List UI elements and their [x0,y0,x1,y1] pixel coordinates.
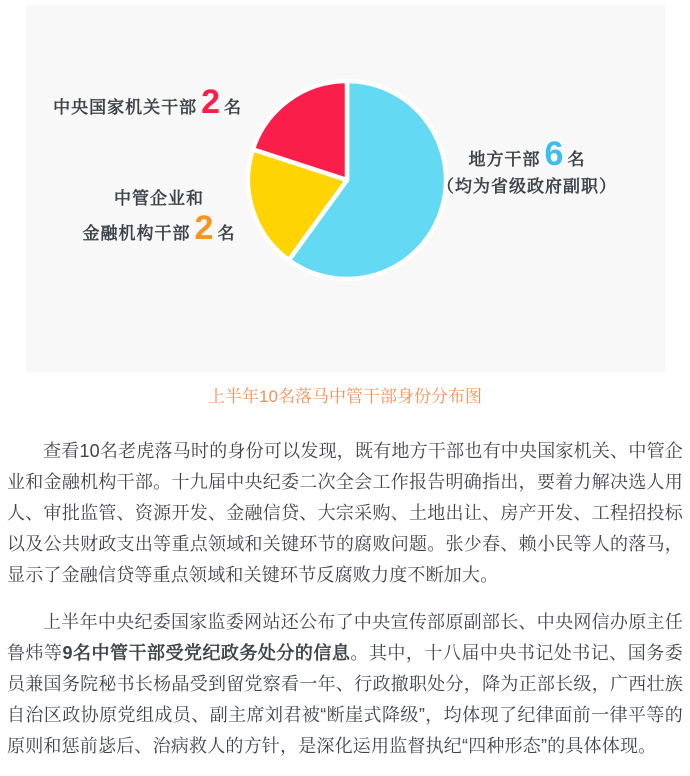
pie-label-enterprise-suffix: 名 [217,224,236,243]
paragraph-1: 查看10名老虎落马时的身份可以发现，既有地方干部也有中央国家机关、中管企业和金融机构干部。十九届中央纪委二次全会工作报告明确指出，要着力解决选人用人、审批监管、资源开发、金融信贷、大宗采购、土地出让、房产开发、工程招投标以及公共财政支出等重点领域和关键环节的腐败问题。张少春、赖小民等人的落马，显示了金融信贷等重点领域和关键环节反腐败力度不断加大。 [7,441,683,585]
pie-chart [244,77,450,283]
pie-label-enterprise-line2 [59,209,259,247]
pie-label-central-count: 2 [201,83,220,121]
pie-label-local-line1 [421,135,633,173]
pie-label-local-text: 地方干部 [468,150,541,169]
pie-label-enterprise-count: 2 [194,209,214,247]
pie-label-central-state-organs [36,83,242,121]
pie-label-enterprise-line1: 中管企业和 [114,189,204,208]
pie-label-local-note: （均为省级政府副职） [437,177,617,196]
paragraph-2-post: 。其中，十八届中央书记处书记、国务委员兼国务院秘书长杨晶受到留党察看一年、行政撤职处分，降为正部长级，广西壮族自治区政协原党组成员、副主席刘君被“断崖式降级”，均体现了纪律面前一律平等的原则和惩前毖后、治病救人的方针，是深化运用监督执纪“四种形态”的具体体现。 [7,643,683,756]
article-body [0,436,690,762]
infographic-panel [26,5,665,372]
pie-label-central-suffix: 名 [224,98,242,117]
pie-label-local-suffix: 名 [567,150,586,169]
pie-label-central-text: 中央国家机关干部 [53,98,198,117]
chart-caption: 上半年10名落马中管干部身份分布图 [208,387,482,406]
paragraph-2-bold: 9名中管干部受党纪政务处分的信息 [62,643,351,663]
pie-label-enterprise-text: 金融机构干部 [82,224,191,243]
pie-label-enterprise-financial [59,189,259,247]
paragraph-2 [7,607,683,762]
paragraph-2-pre: 上半年中央纪委国家监委网站还公布了中央宣传部原副部长、中央网信办原主任鲁炜等 [7,612,683,663]
pie-label-local-cadres [421,135,633,197]
pie-label-local-count: 6 [544,135,564,173]
